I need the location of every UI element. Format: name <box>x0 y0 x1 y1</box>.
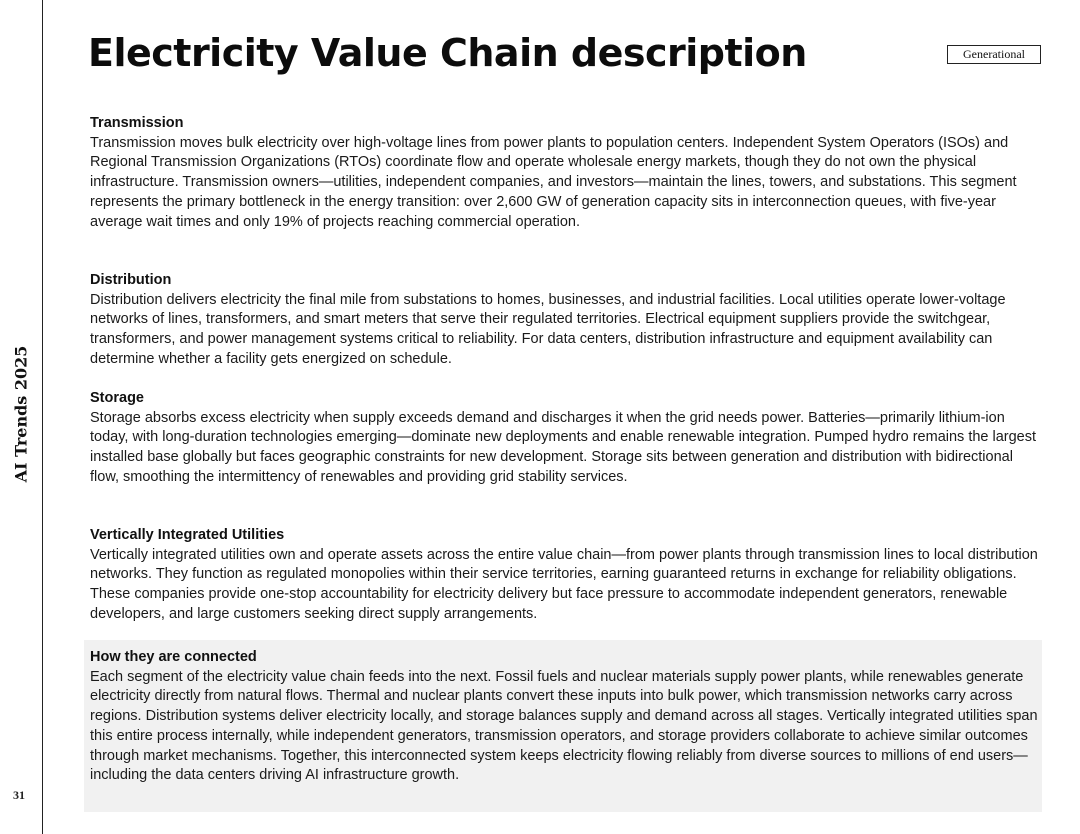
section-body: Storage absorbs excess electricity when supply exceeds demand and discharges it when the grid needs power. Batteries—primarily lithium-ion today, with long-duration technologies emerging—dominate new deployments and enable renewable integration. Pumped hydro remains the largest installed base globally but faces geographic constraints for new development. Storage sits between generation and distribution with bidirectional flow, smoothing the intermittency of renewables and providing grid stability services. <box>90 409 1037 485</box>
section-heading: Distribution <box>90 272 172 288</box>
section-vertically-integrated-utilities <box>90 526 1040 625</box>
section-transmission <box>90 114 1040 232</box>
section-heading: How they are connected <box>90 649 257 665</box>
page-number: 31 <box>13 788 25 802</box>
section-body: Distribution delivers electricity the final mile from substations to homes, businesses, and industrial facilities. Local utilities operate lower-voltage networks of lines, transformers, and smart meters that serve their regulated territories. Electrical equipment suppliers provide the switchgear, transformers, and power management systems critical to reliability. For data centers, distribution infrastructure and equipment availability can determine whether a facility gets energized on schedule. <box>90 291 1006 367</box>
section-distribution <box>90 271 1040 370</box>
section-storage <box>90 389 1040 488</box>
section-body: Vertically integrated utilities own and operate assets across the entire value chain—from power plants through transmission lines to local distribution networks. They function as regulated monopolies within their service territories, earning guaranteed returns in exchange for reliability obligations. These companies provide one-stop accountability for electricity delivery but face pressure to accommodate independent generators, renewable developers, and large customers seeking direct supply arrangements. <box>90 546 1038 622</box>
section-heading: Vertically Integrated Utilities <box>90 527 285 543</box>
left-margin-rule <box>42 0 43 834</box>
section-body: Transmission moves bulk electricity over high-voltage lines from power plants to population centers. Independent System Operators (ISOs) and Regional Transmission Organizations (RTOs) coordinate flow and operate wholesale energy markets, though they do not own the physical infrastructure. Transmission owners—utilities, independent companies, and investors—maintain the lines, towers, and substations. This segment represents the primary bottleneck in the energy transition: over 2,600 GW of generation capacity sits in interconnection queues, with five-year average wait times and only 19% of projects reaching commercial operation. <box>90 134 1017 230</box>
section-body: Each segment of the electricity value chain feeds into the next. Fossil fuels and nuclear materials supply power plants, while renewables generate electricity directly from natural flows. Thermal and nuclear plants convert these inputs into bulk power, which transmission networks carry across regions. Distribution systems deliver electricity locally, and storage balances supply and demand across all stages. Vertically integrated utilities span this entire process internally, while independent generators, transmission operators, and storage providers collaborate to achieve similar outcomes through market mechanisms. Together, this interconnected system keeps electricity flowing reliably from diverse sources to millions of end users—including the data centers driving AI infrastructure growth. <box>90 668 1038 784</box>
publication-label: AI Trends 2025 <box>11 345 31 483</box>
page-title: Electricity Value Chain description <box>88 31 807 75</box>
section-heading: Transmission <box>90 115 184 131</box>
section-heading: Storage <box>90 390 144 406</box>
category-badge: Generational <box>947 45 1041 64</box>
section-how-connected <box>90 648 1040 786</box>
